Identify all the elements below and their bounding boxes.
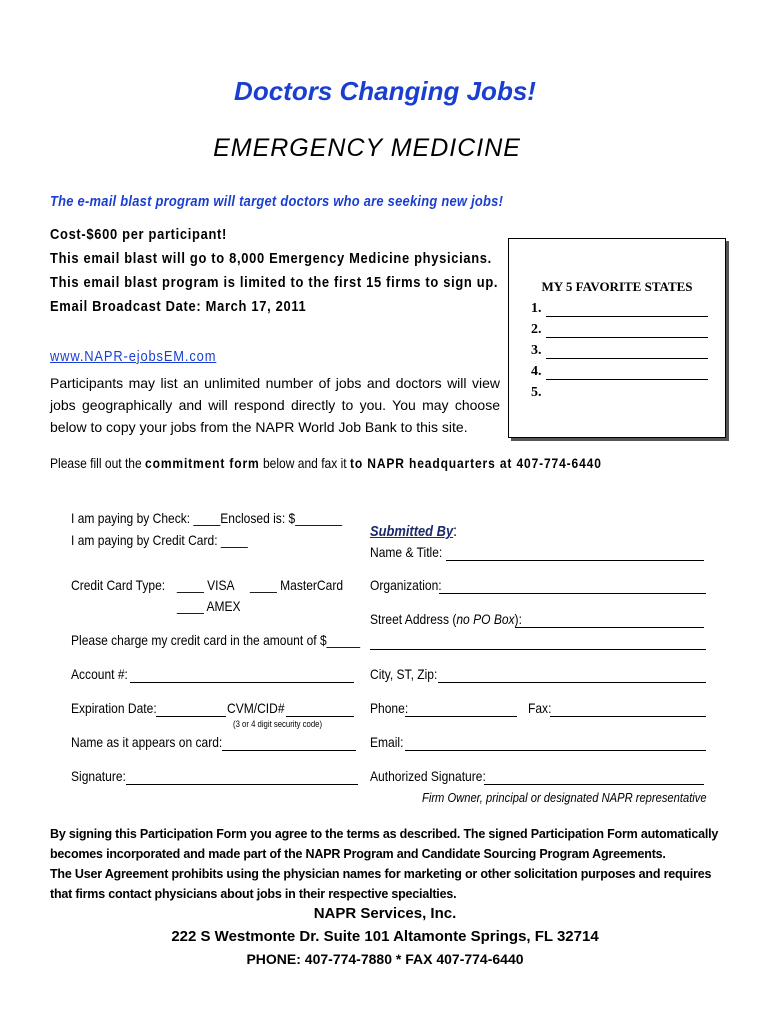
signature-field[interactable] [126, 784, 358, 785]
specialty-heading: EMERGENCY MEDICINE [213, 134, 521, 162]
commitment-form-label: commitment form [145, 455, 260, 471]
street-address-field-2[interactable] [370, 649, 706, 650]
legal-terms-paragraph-1: By signing this Participation Form you agree to the terms as described. The signed Participation Form automatically becomes incorporated and made part of the NAPR Program and Candidate Sourcing Program Agreements. [50, 827, 719, 861]
favorite-state-number: 5. [531, 385, 542, 400]
favorite-state-number: 4. [531, 364, 542, 379]
limit-line: This email blast program is limited to the first 15 firms to sign up. [50, 274, 499, 291]
tagline: The e-mail blast program will target doctors who are seeking new jobs! [50, 193, 504, 210]
street-suffix: ): [514, 611, 522, 627]
city-state-zip-field[interactable] [438, 682, 706, 683]
city-state-zip-label: City, ST, Zip: [370, 666, 438, 682]
favorite-states-title: MY 5 FAVORITE STATES [541, 279, 693, 294]
street-address-label [370, 611, 522, 627]
company-address: 222 S Westmonte Dr. Suite 101 Altamonte Springs, FL 32714 [171, 928, 599, 945]
fax-field[interactable] [550, 716, 706, 717]
amex-option[interactable]: ____ AMEX [177, 598, 241, 614]
account-label: Account #: [71, 666, 128, 682]
favorite-state-field-4[interactable] [546, 379, 708, 380]
company-name: NAPR Services, Inc. [313, 905, 457, 922]
authorized-signature-field[interactable] [484, 784, 704, 785]
mastercard-option[interactable]: ____ MasterCard [250, 577, 344, 593]
company-contact: PHONE: 407-774-7880 * FAX 407-774-6440 [246, 951, 524, 967]
account-field[interactable] [130, 682, 354, 683]
cvm-label: CVM/CID# [227, 700, 285, 716]
organization-field[interactable] [439, 593, 706, 594]
email-field[interactable] [405, 750, 706, 751]
street-prefix: Street Address ( [370, 611, 457, 627]
phone-label: Phone: [370, 700, 409, 716]
expiration-label: Expiration Date: [71, 700, 157, 716]
favorite-states-box [508, 238, 726, 438]
signature-label: Signature: [71, 768, 126, 784]
card-type-label: Credit Card Type: [71, 577, 166, 593]
submitted-by-colon: : [453, 523, 457, 540]
authorized-signature-label: Authorized Signature: [370, 768, 486, 784]
favorite-state-number: 3. [531, 343, 542, 358]
fax-prefix: Please fill out the [50, 455, 146, 471]
favorite-state-field-1[interactable] [546, 316, 708, 317]
name-title-field[interactable] [446, 560, 704, 561]
charge-amount-line[interactable]: Please charge my credit card in the amount of $_____ [71, 632, 361, 648]
name-title-label: Name & Title: [370, 544, 443, 560]
expiration-field[interactable] [156, 716, 226, 717]
favorite-state-field-3[interactable] [546, 358, 708, 359]
name-on-card-label: Name as it appears on card: [71, 734, 223, 750]
legal-terms [50, 824, 730, 904]
website-link[interactable]: www.NAPR-ejobsEM.com [50, 348, 217, 365]
submitted-by-heading [370, 523, 457, 541]
favorite-state-number: 2. [531, 322, 542, 337]
pay-by-card-line[interactable]: I am paying by Credit Card: ____ [71, 532, 248, 548]
visa-option[interactable]: ____ VISA [177, 577, 235, 593]
name-on-card-field[interactable] [222, 750, 356, 751]
fax-number: to NAPR headquarters at 407-774-6440 [349, 455, 602, 471]
page-title: Doctors Changing Jobs! [234, 76, 536, 106]
email-label: Email: [370, 734, 404, 750]
broadcast-date-line: Email Broadcast Date: March 17, 2011 [50, 298, 307, 315]
fax-label: Fax: [528, 700, 552, 716]
fax-instructions [50, 455, 602, 471]
legal-terms-paragraph-2: The User Agreement prohibits using the physician names for marketing or other solicitation purposes and requires that firms contact physicians about jobs in their respective specialties. [50, 867, 712, 901]
fax-middle: below and fax it [259, 455, 350, 471]
participants-paragraph: Participants may list an unlimited number of jobs and doctors will view jobs geographically and will respond directly to you. You may choose below to copy your jobs from the NAPR World Job Bank to this site. [50, 375, 500, 435]
submitted-by-label: Submitted By [370, 523, 454, 540]
phone-field[interactable] [405, 716, 517, 717]
cvm-note: (3 or 4 digit security code) [233, 719, 323, 729]
cvm-field[interactable] [286, 716, 354, 717]
reach-line: This email blast will go to 8,000 Emergency Medicine physicians. [50, 250, 492, 267]
cost-line: Cost-$600 per participant! [50, 226, 228, 243]
favorite-state-field-2[interactable] [546, 337, 708, 338]
authorized-signature-note: Firm Owner, principal or designated NAPR representative [422, 790, 707, 805]
pay-by-check-line[interactable]: I am paying by Check: ____Enclosed is: $_______ [71, 510, 343, 526]
street-address-field[interactable] [515, 627, 704, 628]
organization-label: Organization: [370, 577, 442, 593]
street-no-po-box: no PO Box [456, 611, 515, 627]
favorite-state-number: 1. [531, 301, 542, 316]
